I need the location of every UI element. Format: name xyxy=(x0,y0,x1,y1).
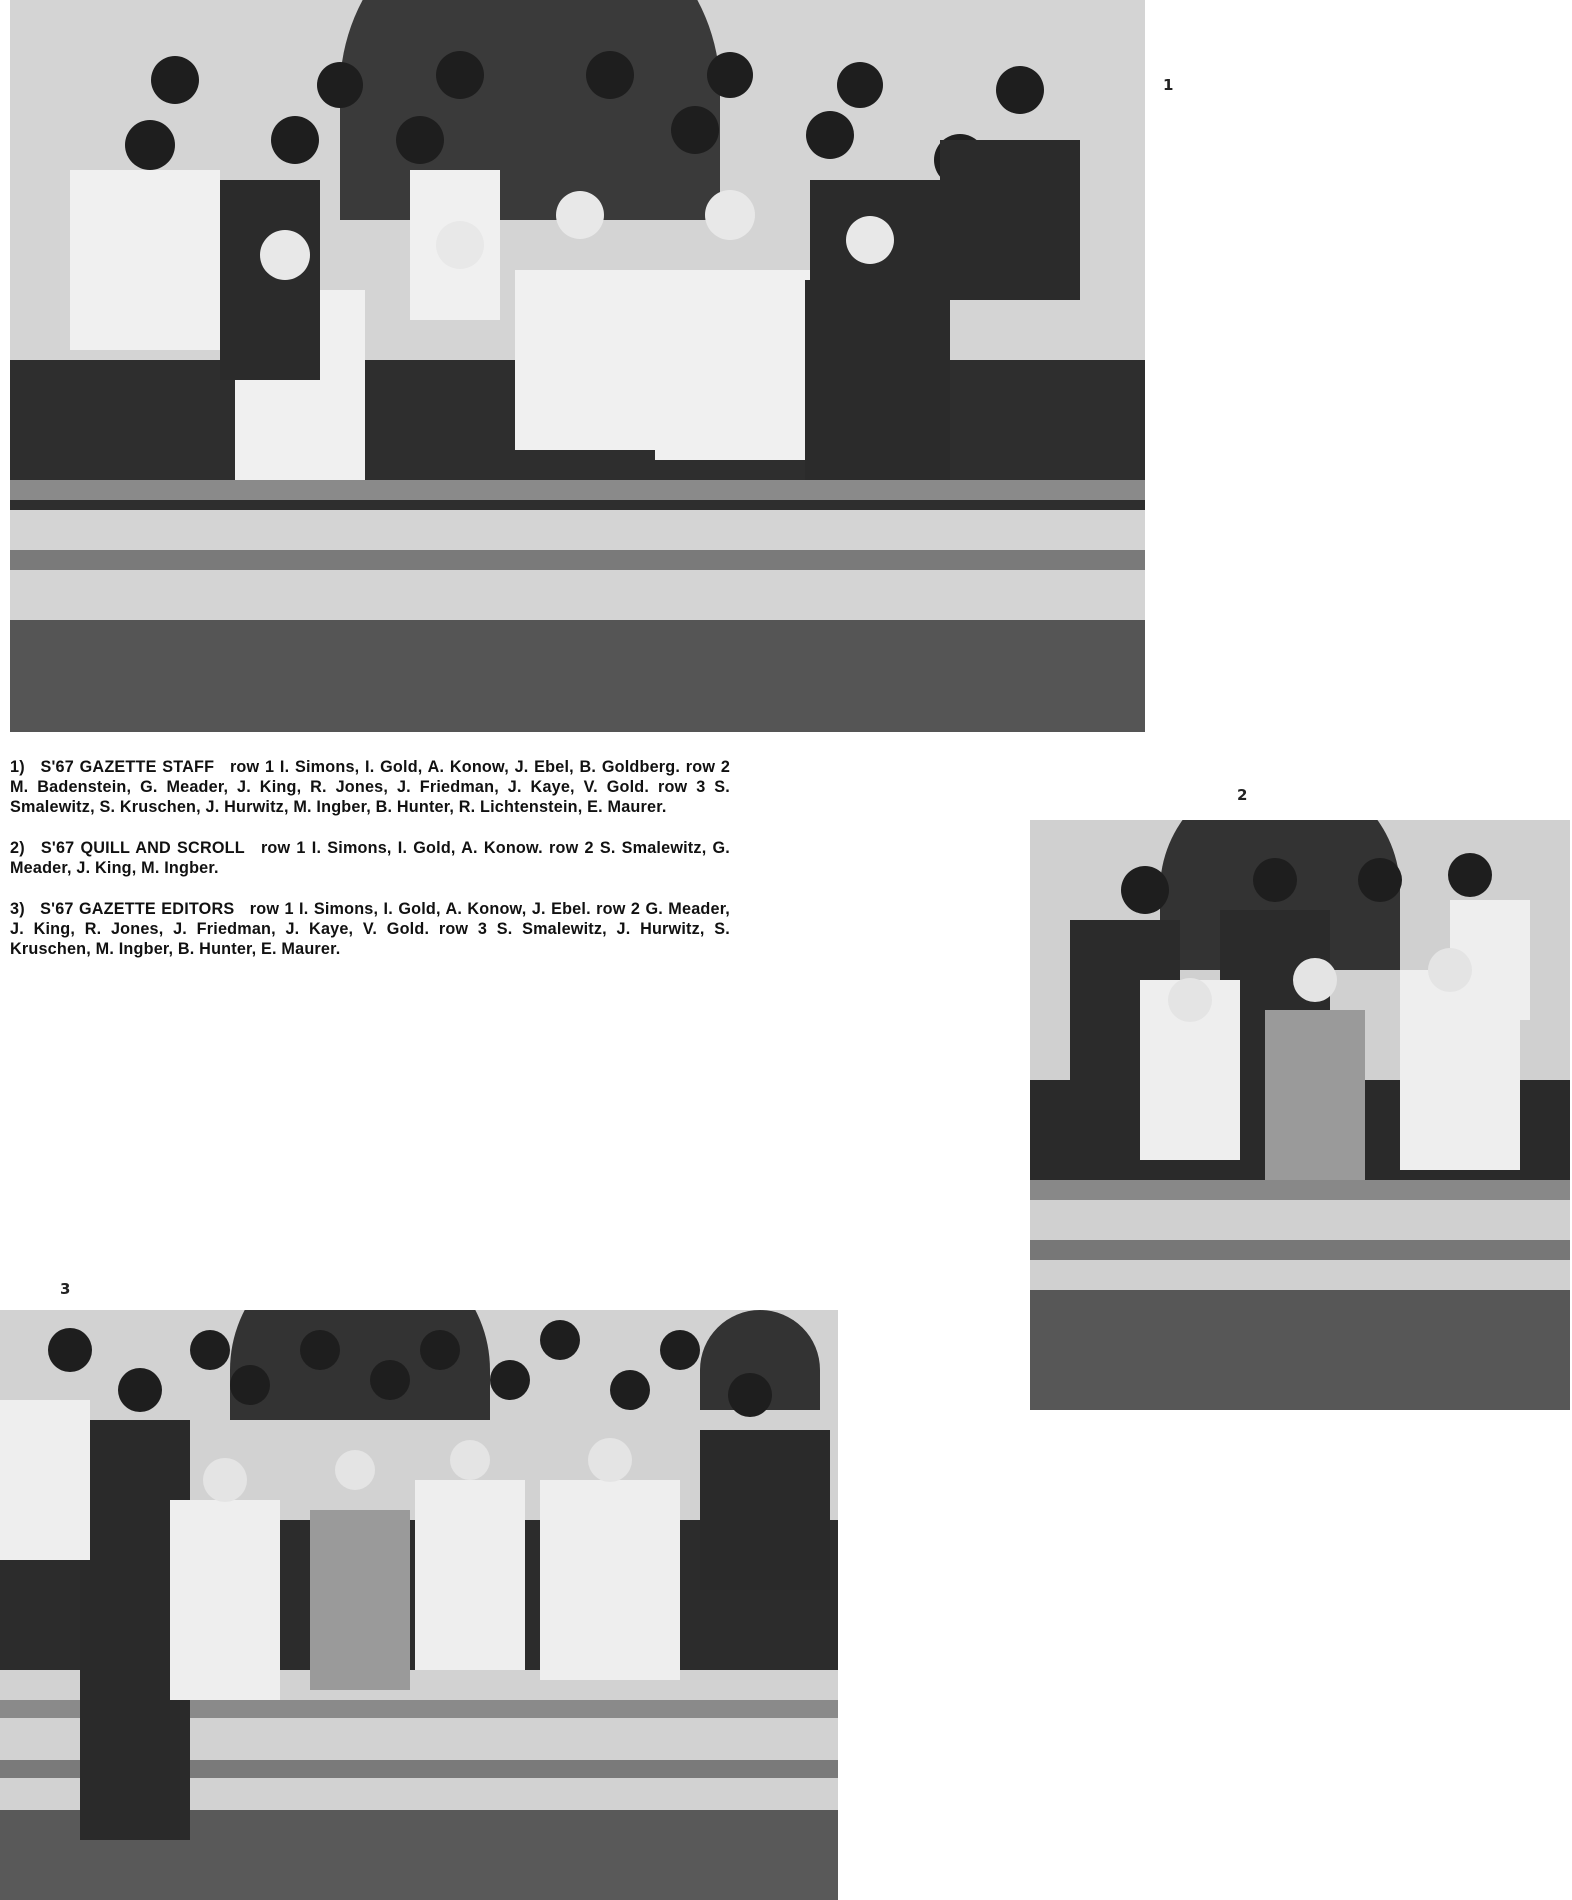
caption-1 xyxy=(10,757,730,817)
photo-2-number: 2 xyxy=(1237,786,1248,804)
captions-block xyxy=(10,757,730,980)
caption-3-body: row 1 I. Simons, I. Gold, A. Konow, J. Ebel. row 2 G. Meader, J. King, R. Jones, J. Friedman, J. Kaye, V. Gold. row 3 S. Smalewitz, J. Hurwitz, S. Kruschen, M. Ingber, B. Hunter, E. Maurer. xyxy=(10,900,730,958)
caption-3 xyxy=(10,899,730,959)
photo-3-number: 3 xyxy=(60,1280,71,1298)
photo-3-illustration xyxy=(0,1310,838,1900)
caption-1-title: S'67 GAZETTE STAFF xyxy=(40,758,215,776)
caption-1-number: 1) xyxy=(10,758,25,776)
photo-1-illustration xyxy=(10,0,1145,732)
photo-2-illustration xyxy=(1030,820,1570,1410)
caption-3-number: 3) xyxy=(10,900,25,918)
caption-1-body: row 1 I. Simons, I. Gold, A. Konow, J. Ebel, B. Goldberg. row 2 M. Badenstein, G. Meader, J. King, R. Jones, J. Friedman, J. Kaye, V. Gold. row 3 S. Smalewitz, S. Kruschen, J. Hurwitz, M. Ingber, B. Hunter, R. Lichtenstein, E. Maurer. xyxy=(10,758,731,816)
caption-3-title: S'67 GAZETTE EDITORS xyxy=(40,900,235,918)
caption-2-number: 2) xyxy=(10,839,25,857)
photo-1-number: 1 xyxy=(1163,76,1174,94)
caption-2-body: row 1 I. Simons, I. Gold, A. Konow. row 2 S. Smalewitz, G. Meader, J. King, M. Ingber. xyxy=(10,839,730,877)
group-photo-2 xyxy=(1030,820,1570,1410)
group-photo-3 xyxy=(0,1310,838,1900)
caption-2-title: S'67 QUILL AND SCROLL xyxy=(40,839,245,857)
caption-2 xyxy=(10,838,730,878)
group-photo-1 xyxy=(10,0,1145,732)
